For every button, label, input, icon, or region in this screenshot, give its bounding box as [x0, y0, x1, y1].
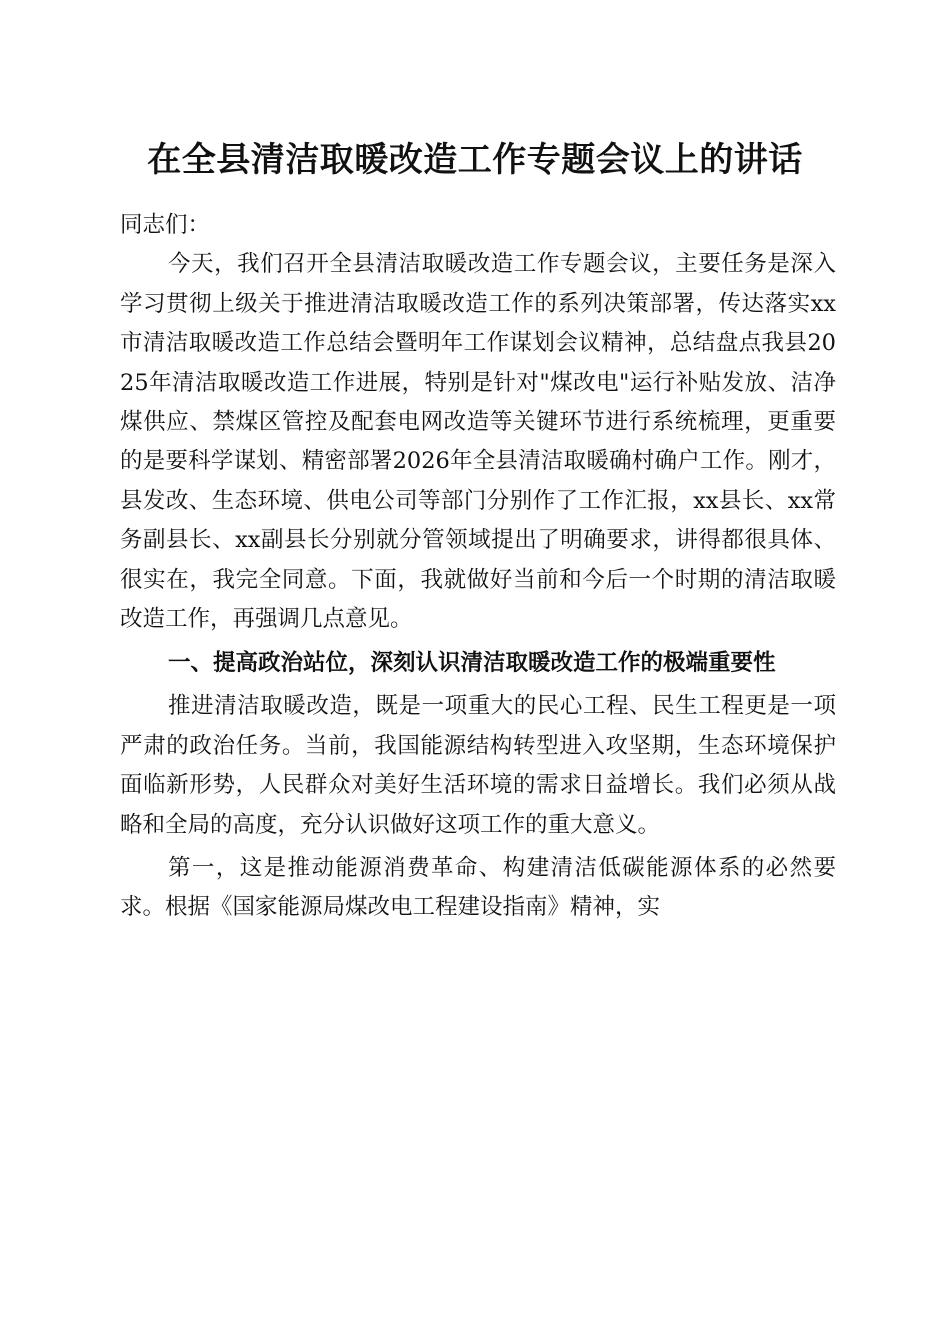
- document-title: 在全县清洁取暖改造工作专题会议上的讲话: [147, 140, 803, 180]
- intro-paragraph: 今天，我们召开全县清洁取暖改造工作专题会议，主要任务是深入学习贯彻上级关于推进清洁取暖改造工作的系列决策部署，传达落实xx市清洁取暖改造工作总结会暨明年工作谋划会议精神，总结盘点我县2025年清洁取暖改造工作进展，特别是针对"煤改电"运行补贴发放、洁净煤供应、禁煤区管控及配套电网改造等关键环节进行系统梳理，更重要的是要科学谋划、精密部署2026年全县清洁取暖确村确户工作。刚才，县发改、生态环境、供电公司等部门分别作了工作汇报，xx县长、xx常务副县长、xx副县长分别就分管领域提出了明确要求，讲得都很具体、很实在，我完全同意。下面，我就做好当前和今后一个时期的清洁取暖改造工作，再强调几点意见。: [120, 251, 836, 633]
- section-paragraph: 推进清洁取暖改造，既是一项重大的民心工程、民生工程更是一项严肃的政治任务。当前，我国能源结构转型进入攻坚期，生态环境保护面临新形势，人民群众对美好生活环境的需求日益增长。我们必须从战略和全局的高度，充分认识做好这项工作的重大意义。: [120, 693, 836, 838]
- salutation: 同志们：: [120, 212, 211, 238]
- document-body: [120, 206, 836, 928]
- section-paragraph: 第一，这是推动能源消费革命、构建清洁低碳能源体系的必然要求。根据《国家能源局煤改电工程建设指南》精神，实: [120, 855, 836, 921]
- section-heading: 一、提高政治站位，深刻认识清洁取暖改造工作的极端重要性: [168, 650, 776, 677]
